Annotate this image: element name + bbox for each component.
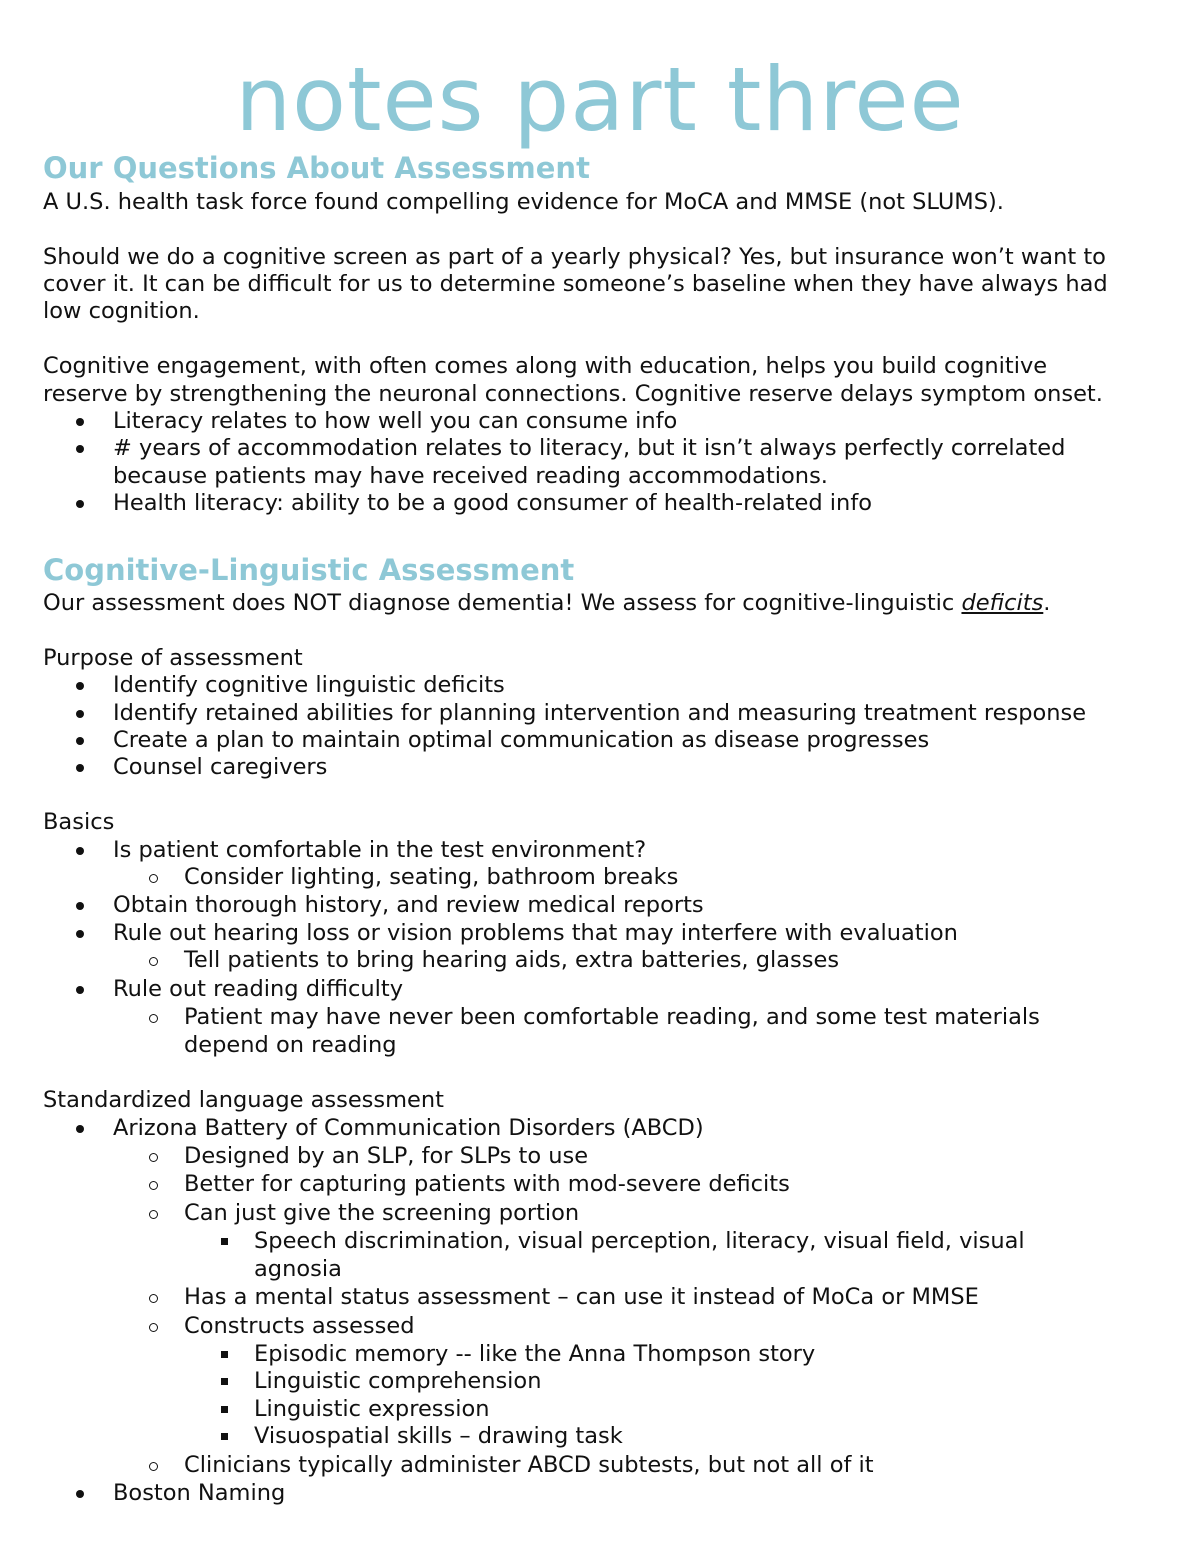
paragraph-line: Should we do a cognitive screen as part of a yearly physical? Yes, but insurance won’t want to: [43, 244, 1106, 270]
circle-bullet-icon: [147, 946, 163, 974]
sub-list-item: Patient may have never been comfortable reading, and some test materials: [184, 1004, 1040, 1030]
list-item-continuation: because patients may have received reading accommodations.: [113, 463, 828, 489]
list-item: Create a plan to maintain optimal communication as disease progresses: [113, 727, 930, 753]
bullet-icon: [74, 671, 88, 699]
paragraph-line: A U.S. health task force found compelling evidence for MoCA and MMSE (not SLUMS).: [43, 189, 1004, 215]
circle-bullet-icon: [147, 1283, 163, 1311]
emphasized-word: deficits: [961, 590, 1044, 616]
circle-bullet-icon: [147, 1142, 163, 1170]
square-bullet-icon: [219, 1395, 231, 1423]
intro-period: .: [1043, 590, 1051, 616]
circle-bullet-icon: [147, 1199, 163, 1227]
sub-list-item: Can just give the screening portion: [184, 1200, 580, 1226]
paragraph-line: low cognition.: [43, 298, 200, 324]
circle-bullet-icon: [147, 1312, 163, 1340]
square-bullet-icon: [219, 1227, 231, 1255]
list-item: Rule out reading difficulty: [113, 976, 404, 1002]
bullet-icon: [74, 891, 88, 919]
circle-bullet-icon: [147, 1003, 163, 1031]
sub-list-item: Clinicians typically administer ABCD subtests, but not all of it: [184, 1452, 874, 1478]
list-item: Health literacy: ability to be a good consumer of health-related info: [113, 490, 873, 516]
bullet-icon: [74, 753, 88, 781]
list-item: Identify retained abilities for planning intervention and measuring treatment response: [113, 700, 1087, 726]
list-item: # years of accommodation relates to literacy, but it isn’t always perfectly correlated: [113, 435, 1066, 461]
bullet-icon: [74, 699, 88, 727]
sub-list-item: Has a mental status assessment – can use it instead of MoCa or MMSE: [184, 1284, 979, 1310]
document-title: notes part three: [235, 48, 965, 151]
sub-sub-list-item: Visuospatial skills – drawing task: [254, 1423, 623, 1449]
square-bullet-icon: [219, 1340, 231, 1368]
list-item: Identify cognitive linguistic deficits: [113, 672, 505, 698]
sub-list-item: Constructs assessed: [184, 1313, 415, 1339]
sub-sub-list-item: Speech discrimination, visual perception, literacy, visual field, visual: [254, 1228, 1025, 1254]
sub-sub-list-item-continuation: agnosia: [254, 1256, 342, 1282]
section-heading-cognitive-linguistic: Cognitive-Linguistic Assessment: [43, 553, 575, 587]
circle-bullet-icon: [147, 1451, 163, 1479]
section-heading-questions: Our Questions About Assessment: [43, 151, 590, 185]
sub-sub-list-item: Linguistic expression: [254, 1396, 490, 1422]
sub-list-item: Better for capturing patients with mod-severe deficits: [184, 1171, 790, 1197]
bullet-icon: [74, 836, 88, 864]
bullet-icon: [74, 407, 88, 435]
list-item: Is patient comfortable in the test environment?: [113, 837, 647, 863]
sub-list-item: Designed by an SLP, for SLPs to use: [184, 1143, 589, 1169]
paragraph-line: [43, 589, 1050, 617]
list-label: Standardized language assessment: [43, 1087, 444, 1113]
list-item: Obtain thorough history, and review medical reports: [113, 892, 704, 918]
square-bullet-icon: [219, 1367, 231, 1395]
circle-bullet-icon: [147, 863, 163, 891]
sub-sub-list-item: Linguistic comprehension: [254, 1368, 542, 1394]
bullet-icon: [74, 434, 88, 462]
list-label: Purpose of assessment: [43, 645, 303, 671]
sub-list-item: Consider lighting, seating, bathroom breaks: [184, 864, 679, 890]
circle-bullet-icon: [147, 1170, 163, 1198]
bullet-icon: [74, 726, 88, 754]
paragraph-line: reserve by strengthening the neuronal connections. Cognitive reserve delays symptom onset.: [43, 381, 1103, 407]
list-item: Rule out hearing loss or vision problems that may interfere with evaluation: [113, 920, 958, 946]
bullet-icon: [74, 1479, 88, 1507]
paragraph-line: Cognitive engagement, with often comes along with education, helps you build cognitive: [43, 353, 1048, 379]
list-item: Boston Naming: [113, 1480, 286, 1506]
bullet-icon: [74, 489, 88, 517]
bullet-icon: [74, 919, 88, 947]
list-label: Basics: [43, 809, 115, 835]
sub-list-item-continuation: depend on reading: [184, 1032, 397, 1058]
sub-list-item: Tell patients to bring hearing aids, extra batteries, glasses: [184, 947, 840, 973]
sub-sub-list-item: Episodic memory -- like the Anna Thompson story: [254, 1341, 816, 1367]
bullet-icon: [74, 975, 88, 1003]
list-item: Arizona Battery of Communication Disorders (ABCD): [113, 1115, 704, 1141]
square-bullet-icon: [219, 1422, 231, 1450]
paragraph-line: cover it. It can be difficult for us to determine someone’s baseline when they have always had: [43, 271, 1108, 297]
list-item: Literacy relates to how well you can consume info: [113, 408, 678, 434]
bullet-icon: [74, 1114, 88, 1142]
intro-text: Our assessment does NOT diagnose dementia! We assess for cognitive-linguistic: [43, 590, 962, 616]
list-item: Counsel caregivers: [113, 754, 328, 780]
